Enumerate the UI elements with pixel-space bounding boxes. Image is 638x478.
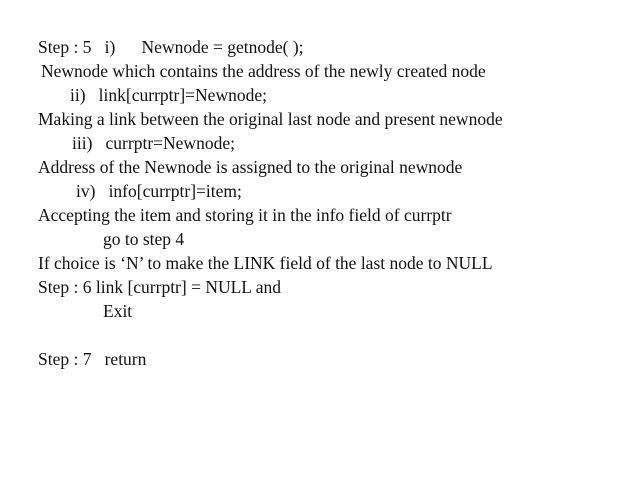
link-description: Making a link between the original last node and present newnode: [38, 109, 503, 129]
choice-n-description: If choice is ‘N’ to make the LINK field of the last node to NULL: [38, 253, 493, 273]
step5-info-assignment: iv) info[currptr]=item;: [76, 181, 242, 201]
info-description: Accepting the item and storing it in the info field of currptr: [38, 205, 452, 225]
goto-step4-line: go to step 4: [103, 229, 185, 249]
step5-link-assignment: ii) link[currptr]=Newnode;: [70, 85, 267, 105]
step5-getnode-line: Step : 5 i) Newnode = getnode( );: [38, 37, 304, 57]
step7-line: Step : 7 return: [38, 349, 147, 369]
currptr-description: Address of the Newnode is assigned to the original newnode: [38, 157, 463, 177]
step5-currptr-assignment: iii) currptr=Newnode;: [72, 133, 235, 153]
exit-line: Exit: [103, 301, 133, 321]
step6-line: Step : 6 link [currptr] = NULL and: [38, 277, 281, 297]
newnode-description: Newnode which contains the address of the newly created node: [41, 61, 486, 81]
